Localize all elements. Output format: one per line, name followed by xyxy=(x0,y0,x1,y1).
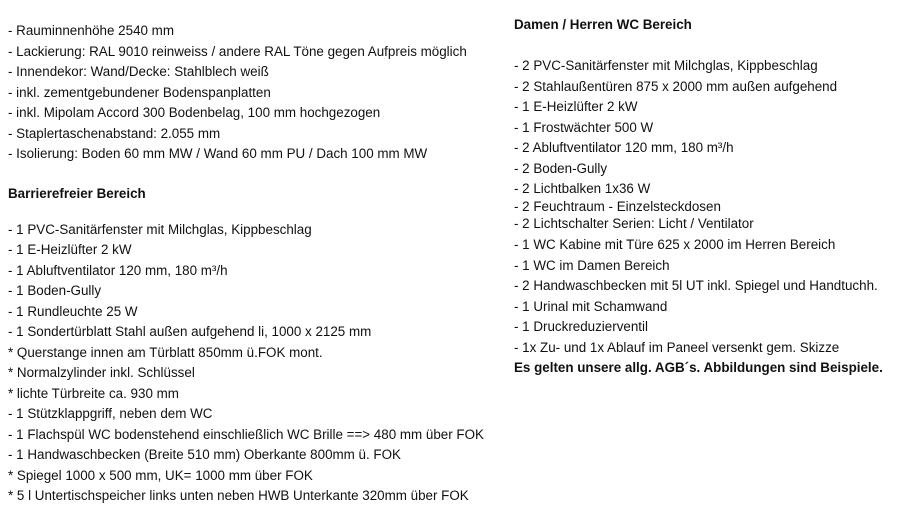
spec-line: - 1 E-Heizlüfter 2 kW xyxy=(514,99,638,114)
section-title-damen-herren: Damen / Herren WC Bereich xyxy=(514,17,692,32)
spec-line: * Querstange innen am Türblatt 850mm ü.FOK mont. xyxy=(8,345,323,360)
spec-line: - 1 Stützklappgriff, neben dem WC xyxy=(8,406,213,421)
spec-line: * lichte Türbreite ca. 930 mm xyxy=(8,386,179,401)
spec-line: * Spiegel 1000 x 500 mm, UK= 1000 mm über FOK xyxy=(8,468,313,483)
spec-line: - 1 Rundleuchte 25 W xyxy=(8,304,138,319)
spec-line: - Staplertaschenabstand: 2.055 mm xyxy=(8,126,221,141)
spec-line: * Normalzylinder inkl. Schlüssel xyxy=(8,365,195,380)
spec-line: - 1 Boden-Gully xyxy=(8,283,102,298)
spec-line: - Lackierung: RAL 9010 reinweiss / andere RAL Töne gegen Aufpreis möglich xyxy=(8,44,467,59)
spec-line: - 1 Handwaschbecken (Breite 510 mm) Oberkante 800mm ü. FOK xyxy=(8,447,401,462)
section-title-barrierefrei: Barrierefreier Bereich xyxy=(8,186,146,201)
spec-line: - 1 Frostwächter 500 W xyxy=(514,120,654,135)
spec-line: - 1 E-Heizlüfter 2 kW xyxy=(8,242,132,257)
spec-line: - inkl. zementgebundener Bodenspanplatten xyxy=(8,85,271,100)
spec-line: - inkl. Mipolam Accord 300 Bodenbelag, 100 mm hochgezogen xyxy=(8,105,381,120)
spec-line: - 1 Abluftventilator 120 mm, 180 m³/h xyxy=(8,263,228,278)
spec-line: - 2 Boden-Gully xyxy=(514,161,608,176)
spec-line: - 1x Zu- und 1x Ablauf im Paneel versenkt gem. Skizze xyxy=(514,340,840,355)
spec-line: - 2 PVC-Sanitärfenster mit Milchglas, Kippbeschlag xyxy=(514,58,818,73)
spec-line: - 2 Abluftventilator 120 mm, 180 m³/h xyxy=(514,140,734,155)
spec-line: - Rauminnenhöhe 2540 mm xyxy=(8,23,174,38)
terms-note: Es gelten unsere allg. AGB´s. Abbildungen sind Beispiele. xyxy=(514,360,883,375)
spec-line: - Innendekor: Wand/Decke: Stahlblech weiß xyxy=(8,64,269,79)
spec-line: * 5 l Untertischspeicher links unten neben HWB Unterkante 320mm über FOK xyxy=(8,488,469,503)
spec-line: - 2 Stahlaußentüren 875 x 2000 mm außen aufgehend xyxy=(514,79,838,94)
spec-line: - 2 Lichtbalken 1x36 W xyxy=(514,181,651,196)
spec-line: - 1 Urinal mit Schamwand xyxy=(514,299,668,314)
spec-line: - 1 Flachspül WC bodenstehend einschließlich WC Brille ==> 480 mm über FOK xyxy=(8,427,484,442)
spec-line: - 1 WC Kabine mit Türe 625 x 2000 im Herren Bereich xyxy=(514,237,836,252)
spec-line: - 1 PVC-Sanitärfenster mit Milchglas, Kippbeschlag xyxy=(8,222,312,237)
spec-line: - 2 Lichtschalter Serien: Licht / Ventilator xyxy=(514,216,754,231)
spec-line: - 2 Handwaschbecken mit 5l UT inkl. Spiegel und Handtuchh. xyxy=(514,278,878,293)
spec-line: - 1 Druckreduzierventil xyxy=(514,319,648,334)
spec-line: - Isolierung: Boden 60 mm MW / Wand 60 mm PU / Dach 100 mm MW xyxy=(8,146,428,161)
spec-line: - 2 Feuchtraum - Einzelsteckdosen xyxy=(514,199,721,214)
spec-line: - 1 Sondertürblatt Stahl außen aufgehend li, 1000 x 2125 mm xyxy=(8,324,372,339)
spec-line: - 1 WC im Damen Bereich xyxy=(514,258,670,273)
